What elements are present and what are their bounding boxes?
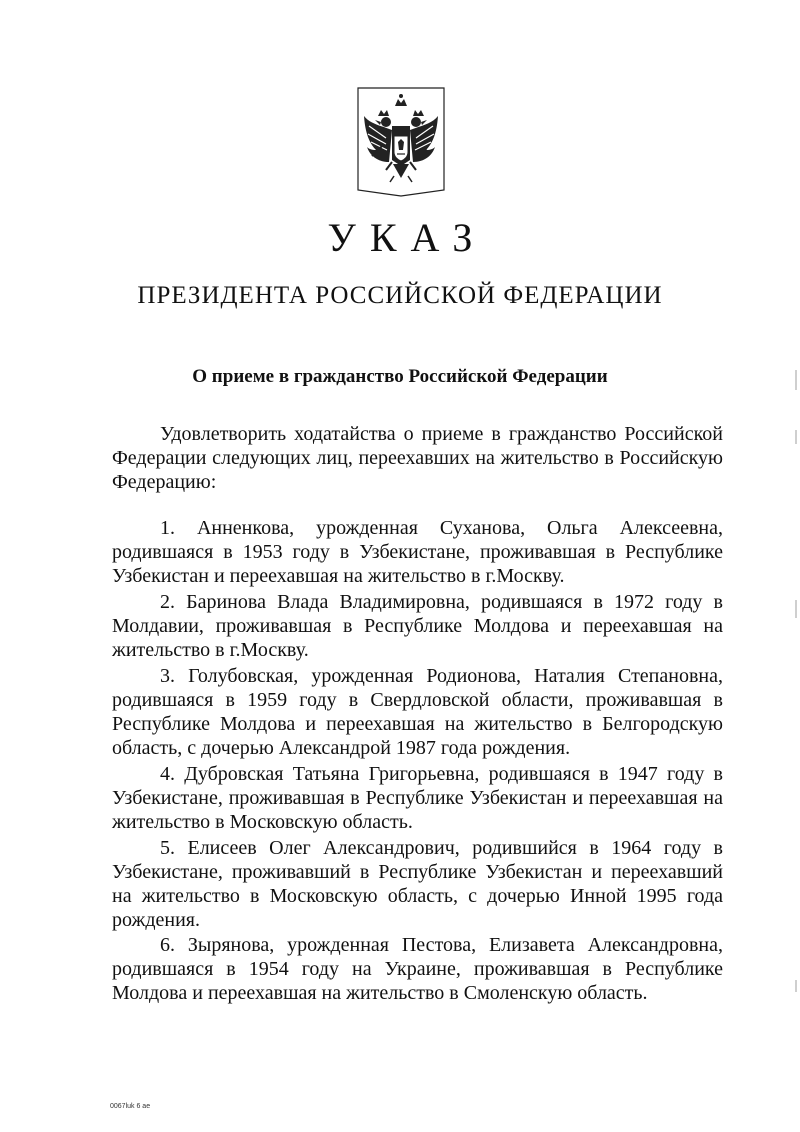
list-item: 2. Баринова Влада Владимировна, родившаяся в 1972 году в Молдавии, проживавшая в Республике Молдова и переехавшая на жительство в г.Москву. xyxy=(112,591,723,661)
scan-mark xyxy=(795,600,797,618)
document-issuer-heading: ПРЕЗИДЕНТА РОССИЙСКОЙ ФЕДЕРАЦИИ xyxy=(137,282,663,309)
scan-mark xyxy=(795,370,797,390)
intro-paragraph: Удовлетворить ходатайства о приеме в гражданство Российской Федерации следующих лиц, переехавших на жительство в Российскую Федерацию: xyxy=(112,423,723,493)
list-item: 4. Дубровская Татьяна Григорьевна, родившаяся в 1947 году в Узбекистане, проживавшая в Республике Узбекистан и переехавшая на жительство в Московскую область. xyxy=(112,763,723,833)
document-type-heading: УКАЗ xyxy=(327,215,487,260)
scan-mark xyxy=(795,980,797,992)
scan-mark xyxy=(795,430,797,444)
document-title: О приеме в гражданство Российской Федерации xyxy=(192,366,608,387)
footer-code: 0067luk 6 ae xyxy=(110,1103,151,1110)
list-item: 3. Голубовская, урожденная Родионова, Наталия Степановна, родившаяся в 1959 году в Свердловской области, проживавшая в Республике Молдова и переехавшая на жительство в Белгородскую область, с дочерью Александрой 1987 года рождения. xyxy=(112,665,723,759)
list-item: 5. Елисеев Олег Александрович, родившийся в 1964 году в Узбекистане, проживавший в Республике Узбекистан и переехавший на жительство в Московскую область, с дочерью Инной 1995 года рождения. xyxy=(112,837,723,931)
russian-coat-of-arms-icon xyxy=(356,86,446,198)
list-item: 6. Зырянова, урожденная Пестова, Елизавета Александровна, родившаяся в 1954 году на Украине, проживавшая в Республике Молдова и переехавшая на жительство в Смоленскую область. xyxy=(112,934,723,1004)
list-item: 1. Анненкова, урожденная Суханова, Ольга Алексеевна, родившаяся в 1953 году в Узбекистане, проживавшая в Республике Узбекистан и переехавшая на жительство в г.Москву. xyxy=(112,517,723,587)
